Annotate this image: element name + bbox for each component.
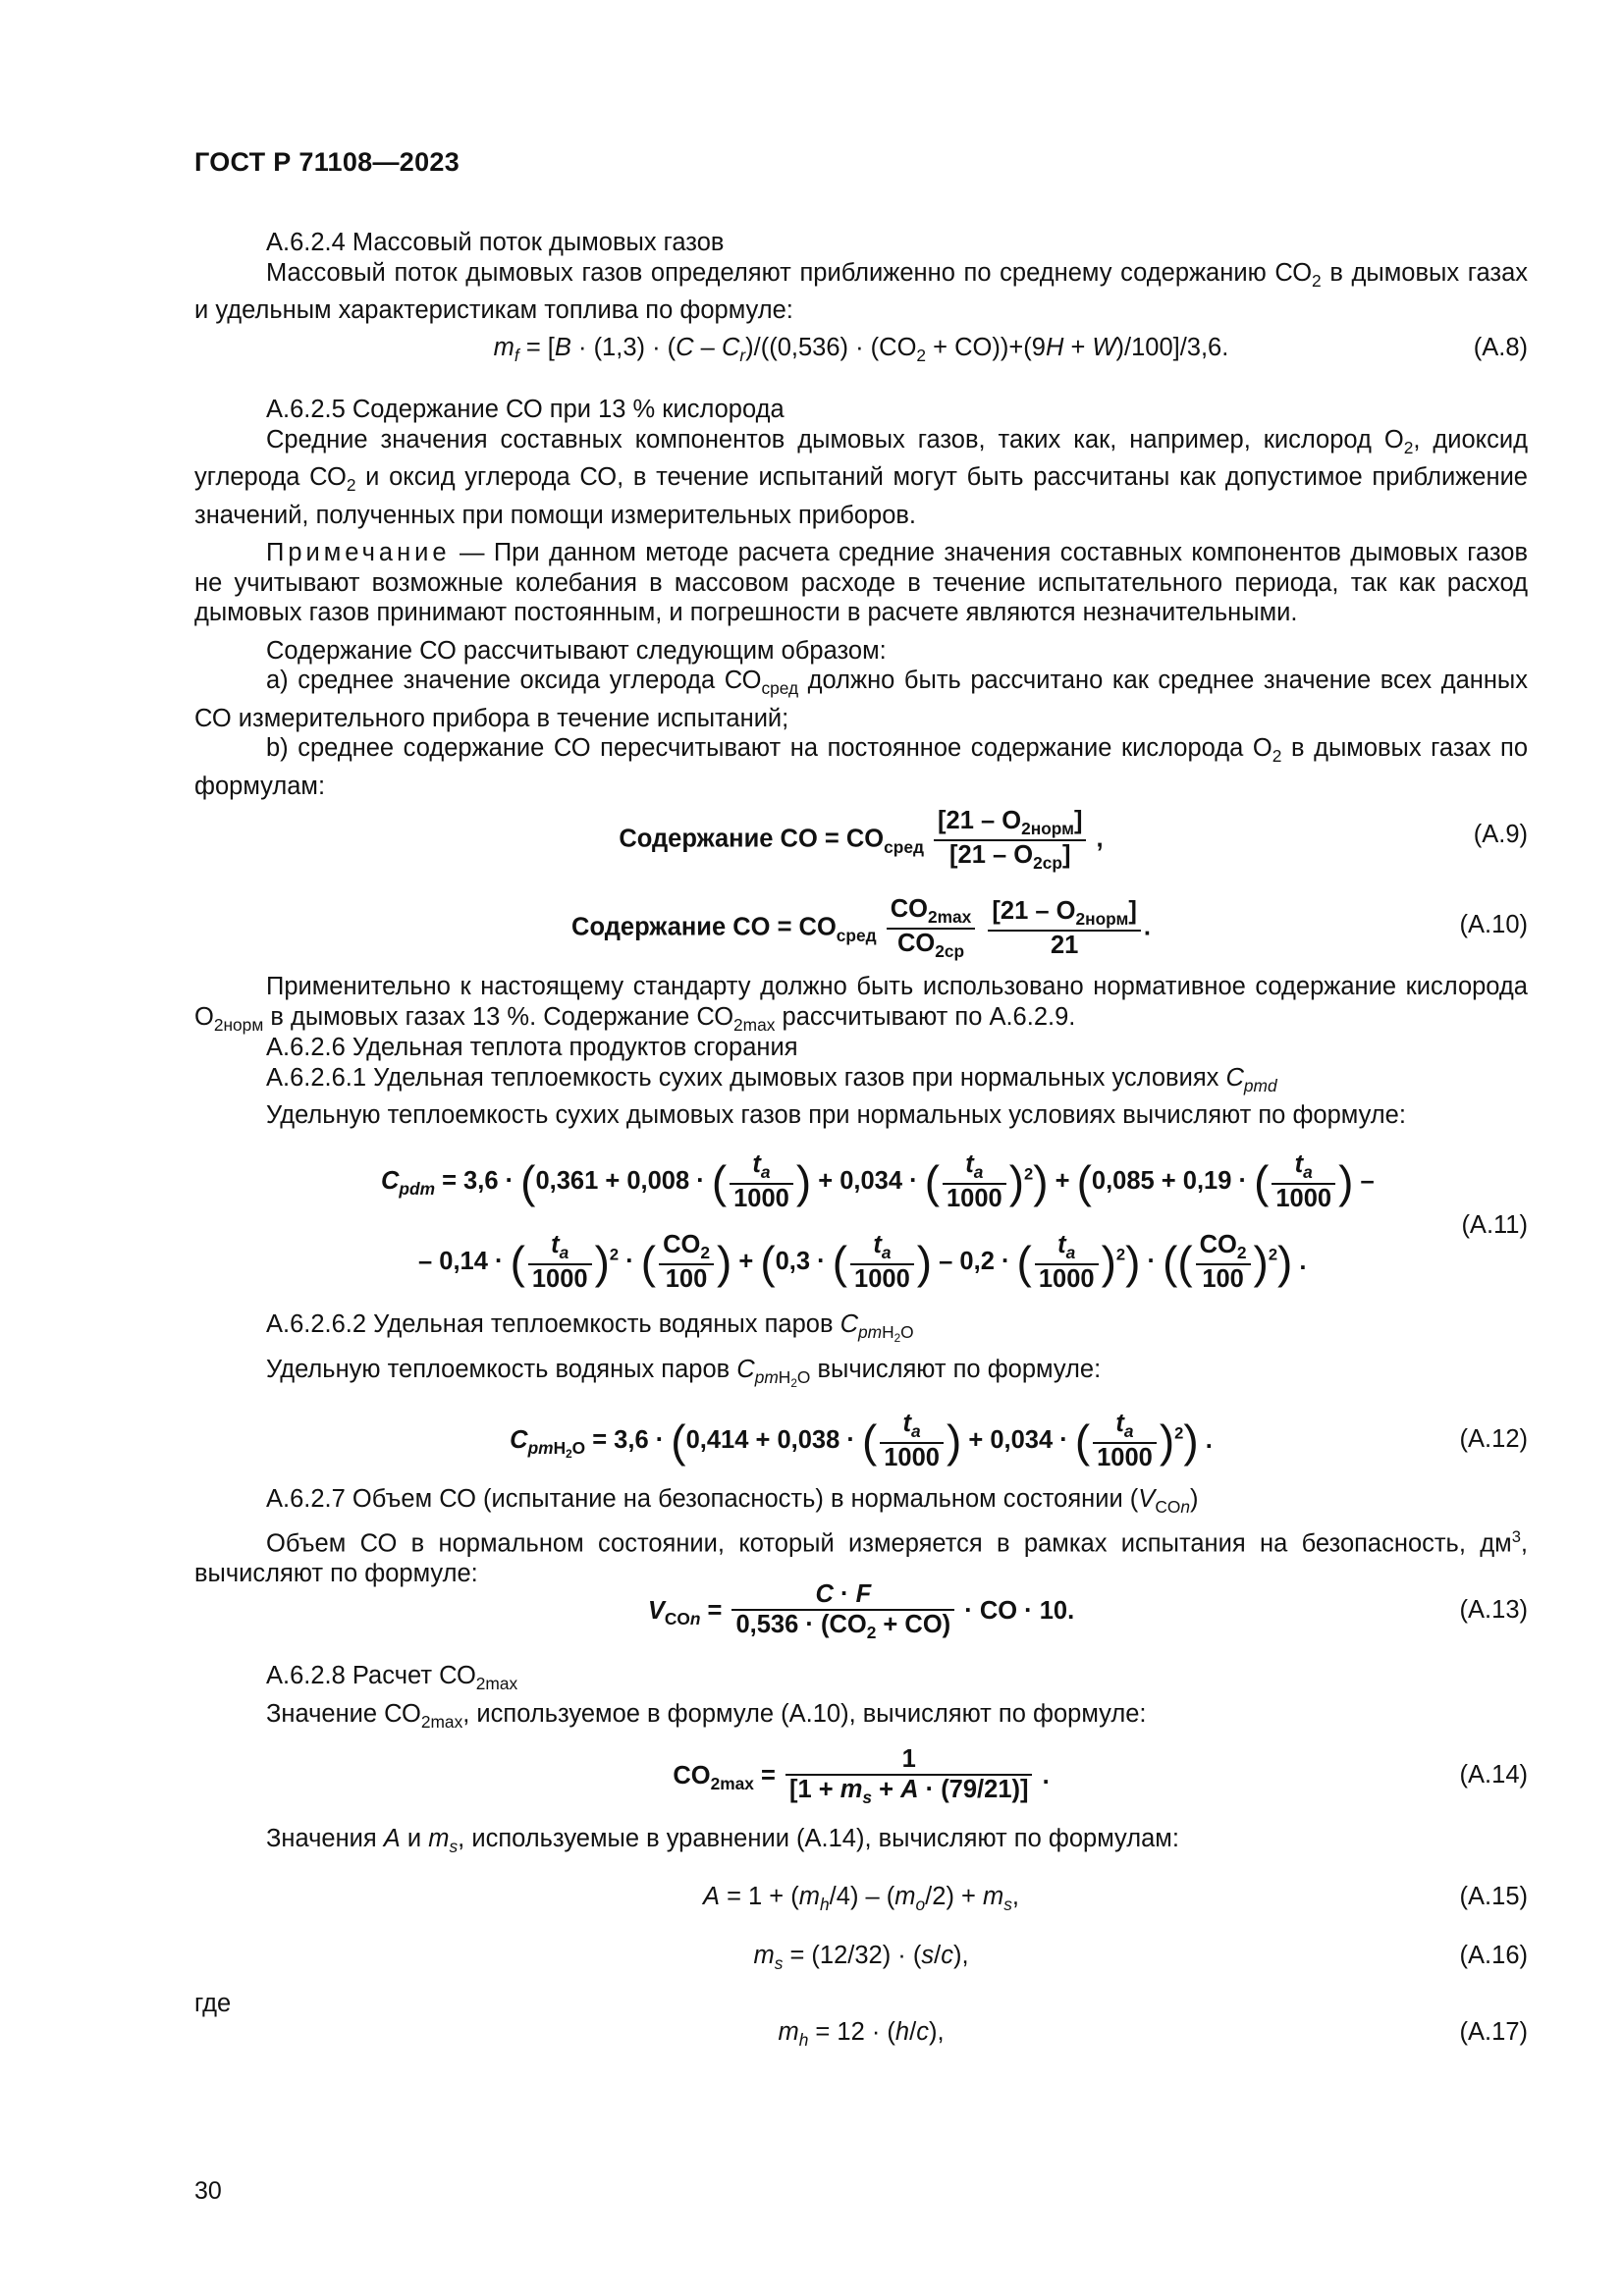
section-title: А.6.2.7 Объем СО (испытание на безопасность) в нормальном состоянии $(V_{COn})$ — [266, 1485, 1199, 1518]
formula-body: Содержание CO = $CO_{сред}$ $[21 - O_{2норм}]$ $[21 - O_{2ср}]$ , — [619, 807, 1104, 874]
page-number: 30 — [194, 2177, 222, 2205]
formula-line-2: – 0,14 · ( $\frac{t_a}{1000}$ )$^2$ · ( $\frac{CO_2}{100}$ ) + (0,3 · ( $\frac{t_a}{1000}$ ) – 0,2 · ( $\frac{t_a}{1000}$ )$^2$) · (( $\frac{CO_2}{100}$ )$^2$) . — [418, 1231, 1307, 1293]
formula-a16 — [194, 1942, 1528, 1981]
document-header: ГОСТ Р 71108—2023 — [194, 147, 460, 177]
formula-number: (А.14) — [1459, 1761, 1528, 1789]
section-title: А.6.2.6 Удельная теплота продуктов сгорания — [266, 1034, 798, 1061]
section-a628 — [194, 1661, 1528, 1736]
paragraph: Удельную теплоемкость водяных паров $C_{pmH_2O}$ вычисляют по формуле: — [266, 1355, 1102, 1390]
formula-number: (А.13) — [1459, 1596, 1528, 1624]
section-a626 — [194, 1033, 1528, 1131]
paragraph: Значение $СО_{2max}$, используемое в формуле (А.10), вычисляют по формуле: — [266, 1699, 1147, 1732]
formula-a11 — [194, 1150, 1528, 1308]
list-item-a: a) среднее значение оксида углерода $СО_{сред}$ должно быть рассчитано как среднее значение всех данных СО измерительного прибора в течение испытаний; — [194, 667, 1528, 732]
paragraph: Массовый поток дымовых газов определяют приближенно по среднему содержанию $СО_2$ в дымовых газах и удельным характеристикам топлива по формуле: — [194, 258, 1529, 325]
section-title: А.6.2.5 Содержание СО при 13 % кислорода — [266, 396, 785, 423]
formula-body: $A = 1 + (m_h/4) - (m_o/2) + m_s$, — [702, 1883, 1020, 1915]
paragraph-norm: Применительно к настоящему стандарту должно быть использовано нормативное содержание кислорода $О_{2норм}$ в дымовых газах 13 %. Содержание $СО_{2max}$ рассчитывают по А.6.2.9. — [194, 973, 1528, 1035]
formula-number: (А.12) — [1459, 1425, 1528, 1453]
formula-line-1: $C_{pdm} = 3,6 \cdot (0,361 + 0,008$ · ( $\frac{t_a}{1000}$ ) + 0,034 · ( $\frac{t_a}{1000}$ )$^2$) + (0,085 + 0,19 · ( $\frac{t_a}{1000}$ ) – — [381, 1150, 1375, 1212]
formula-body: $CO_{2max}$ = $\frac{1}{[1 + m_s + A \cdot (79/21)]}$ . — [673, 1745, 1050, 1808]
formula-number: (А.8) — [1473, 334, 1528, 361]
formula-number: (А.10) — [1459, 911, 1528, 938]
note-label: Примечание — [266, 539, 451, 567]
formula-number: (А.15) — [1459, 1883, 1528, 1910]
formula-a17 — [194, 2018, 1528, 2057]
formula-a10 — [194, 895, 1528, 962]
list-item-b: b) среднее содержание СО пересчитывают на постоянное содержание кислорода $О_2$ в дымовых газах по формулам: — [194, 734, 1528, 800]
formula-a13 — [194, 1580, 1528, 1649]
formula-a12 — [194, 1410, 1528, 1478]
formula-body: $V_{COn}$ = $\frac{C \cdot F}{0,536 \cdot (CO_2 + CO)}$ · CO · 10. — [647, 1580, 1075, 1643]
formula-a14 — [194, 1745, 1528, 1814]
section-a6262 — [194, 1309, 1528, 1399]
formula-number: (А.9) — [1473, 821, 1528, 848]
paragraph: Объем СО в нормальном состоянии, который измеряется в рамках испытания на безопасность, $дм^3$, вычисляют по формуле: — [194, 1526, 1528, 1587]
where-label: где — [194, 1990, 232, 2017]
paragraph: Удельную теплоемкость сухих дымовых газов при нормальных условиях вычисляют по формуле: — [266, 1101, 1406, 1130]
paragraph: Содержание СО рассчитывают следующим образом: — [266, 636, 887, 665]
subsection-title: А.6.2.6.1 Удельная теплоемкость сухих дымовых газов при нормальных условиях $C_{pmd}$ — [266, 1063, 1277, 1095]
paragraph-values: Значения A и $m_s$, используемые в уравнении (А.14), вычисляют по формулам: — [266, 1825, 1179, 1857]
paragraph: Средние значения составных компонентов дымовых газов, таких как, например, кислород $О_2$, диоксид углерода $СО_2$ и оксид углерода СО, в течение испытаний могут быть рассчитаны как допустимое приближение значений, полученных при помощи измерительных приборов. — [194, 425, 1528, 529]
formula-number: (А.16) — [1459, 1942, 1528, 1969]
formula-body: Содержание CO = $CO_{сред}$ $CO_{2max}$ $CO_{2ср}$ $[21 - O_{2норм}]$ 21 . — [571, 895, 1151, 962]
formula-a9 — [194, 807, 1528, 874]
formula-number: (А.11) — [1461, 1211, 1528, 1239]
section-title: А.6.2.8 Расчет $СО_{2max}$ — [266, 1662, 518, 1694]
subsection-title: А.6.2.6.2 Удельная теплоемкость водяных паров $C_{pmH_2O}$ — [266, 1310, 914, 1346]
formula-a8 — [194, 334, 1528, 373]
formula-body: $m_f = [B \cdot (1,3) \cdot (C - C_r)/((0,536) \cdot (CO_2 + CO))+(9H + W)/100]/3,6$. — [493, 334, 1229, 366]
formula-body: $m_s = (12/32) \cdot (s/c)$, — [753, 1942, 969, 1974]
note: Примечание — При данном методе расчета средние значения составных компонентов дымовых газов не учитывают возможные колебания в массовом расходе в течение испытательного периода, так как расход дымовых газов принимают постоянным, и погрешности в расчете являются незначительными. — [194, 539, 1528, 627]
section-a627 — [194, 1484, 1528, 1588]
section-title: А.6.2.4 Массовый поток дымовых газов — [266, 229, 725, 256]
formula-body: $C_{pmH_2O} = 3,6 \cdot (0,414 + 0,038$ · ( $\frac{t_a}{1000}$ ) + 0,034 · ( $\frac{t_a}{1000}$ )$^2$) . — [510, 1410, 1213, 1471]
formula-a15 — [194, 1883, 1528, 1922]
formula-body: $m_h = 12 \cdot (h/c)$, — [778, 2018, 945, 2051]
section-a624 — [194, 228, 1528, 326]
formula-number: (А.17) — [1459, 2018, 1528, 2046]
section-a625 — [194, 395, 1528, 801]
